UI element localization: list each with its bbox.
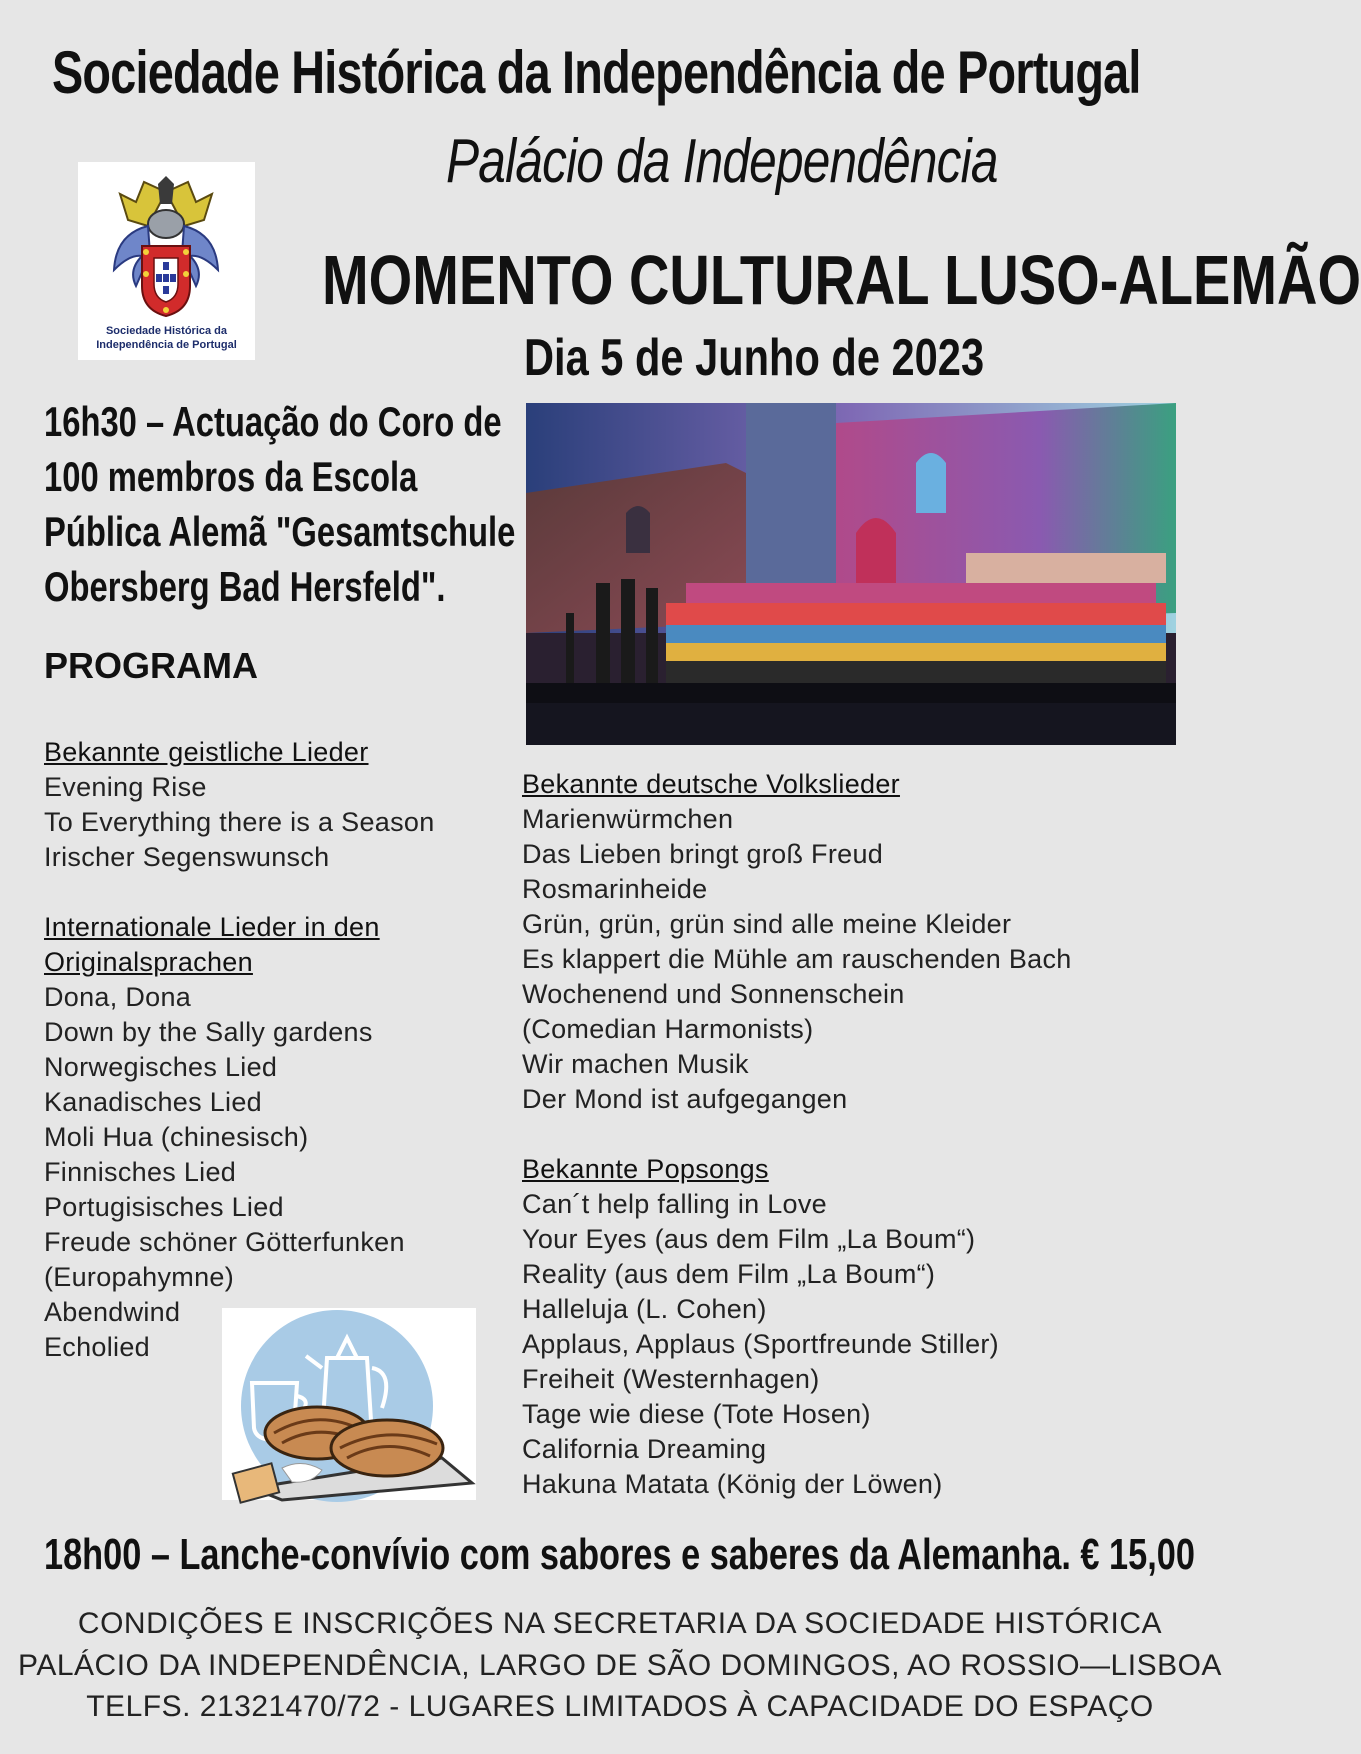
list-item: (Comedian Harmonists) [522, 1014, 814, 1044]
intro-line: 16h30 – Actuação do Coro de [44, 398, 502, 445]
list-item: Tage wie diese (Tote Hosen) [522, 1399, 871, 1429]
section-heading: Originalsprachen [44, 947, 253, 977]
list-item: Portugisisches Lied [44, 1192, 284, 1222]
list-item: Down by the Sally gardens [44, 1017, 373, 1047]
coat-of-arms-icon [106, 174, 226, 322]
list-item: Grün, grün, grün sind alle meine Kleider [522, 909, 1012, 939]
list-item: (Europahymne) [44, 1262, 234, 1292]
event-title: MOMENTO CULTURAL LUSO-ALEMÃO [322, 241, 1361, 319]
intro-line: 100 membros da Escola [44, 453, 418, 500]
list-item: Rosmarinheide [522, 874, 708, 904]
list-item: Das Lieben bringt groß Freud [522, 839, 884, 869]
choir-performance-intro [44, 394, 590, 614]
choir-on-stage-photo [526, 403, 1176, 745]
event-date: Dia 5 de Junho de 2023 [524, 329, 985, 387]
intro-line: Obersberg Bad Hersfeld". [44, 563, 446, 610]
list-item: Echolied [44, 1332, 150, 1362]
section-heading: Bekannte deutsche Volkslieder [522, 769, 900, 799]
programme-right-column [522, 767, 1162, 1502]
list-item: Wir machen Musik [522, 1049, 749, 1079]
snack-announcement: 18h00 – Lanche-convívio com sabores e saberes da Alemanha. € 15,00 [44, 1530, 1195, 1579]
logo-caption-line1: Sociedade Histórica da [105, 325, 228, 337]
list-item: Finnisches Lied [44, 1157, 237, 1187]
section-heading: Bekannte Popsongs [522, 1154, 769, 1184]
list-item: Applaus, Applaus (Sportfreunde Stiller) [522, 1329, 999, 1359]
organization-title: Sociedade Histórica da Independência de Portugal [52, 39, 1141, 106]
list-item: To Everything there is a Season [44, 807, 435, 837]
strudel-and-coffee-icon [222, 1308, 476, 1500]
programme-heading: PROGRAMA [44, 645, 258, 686]
section-heading: Bekannte geistliche Lieder [44, 737, 369, 767]
programme-left-column [44, 735, 484, 1365]
list-item: Hakuna Matata (König der Löwen) [522, 1469, 943, 1499]
list-item: Wochenend und Sonnenschein [522, 979, 905, 1009]
footer-line: CONDIÇÕES E INSCRIÇÕES NA SECRETARIA DA SOCIEDADE HISTÓRICA [77, 1607, 1163, 1640]
section-heading: Internationale Lieder in den [44, 912, 380, 942]
logo-caption-line2: Independência de Portugal [96, 339, 237, 351]
list-item: Der Mond ist aufgegangen [522, 1084, 848, 1114]
list-item: Can´t help falling in Love [522, 1189, 827, 1219]
venue-subtitle: Palácio da Independência [446, 127, 998, 196]
list-item: California Dreaming [522, 1434, 767, 1464]
list-item: Reality (aus dem Film „La Boum“) [522, 1259, 936, 1289]
list-item: Evening Rise [44, 772, 207, 802]
list-item: Moli Hua (chinesisch) [44, 1122, 309, 1152]
intro-line: Pública Alemã "Gesamtschule [44, 508, 516, 555]
footer-line: TELFS. 21321470/72 - LUGARES LIMITADOS À CAPACIDADE DO ESPAÇO [86, 1690, 1154, 1723]
footer-line: PALÁCIO DA INDEPENDÊNCIA, LARGO DE SÃO DOMINGOS, AO ROSSIO—LISBOA [18, 1649, 1222, 1682]
list-item: Halleluja (L. Cohen) [522, 1294, 767, 1324]
list-item: Freiheit (Westernhagen) [522, 1364, 820, 1394]
list-item: Es klappert die Mühle am rauschenden Bach [522, 944, 1072, 974]
list-item: Dona, Dona [44, 982, 192, 1012]
list-item: Your Eyes (aus dem Film „La Boum“) [522, 1224, 976, 1254]
list-item: Freude schöner Götterfunken [44, 1227, 405, 1257]
list-item: Norwegisches Lied [44, 1052, 278, 1082]
list-item: Kanadisches Lied [44, 1087, 262, 1117]
list-item: Marienwürmchen [522, 804, 734, 834]
list-item: Abendwind [44, 1297, 181, 1327]
society-logo [78, 162, 255, 360]
logo-caption [78, 324, 255, 352]
list-item: Irischer Segenswunsch [44, 842, 330, 872]
